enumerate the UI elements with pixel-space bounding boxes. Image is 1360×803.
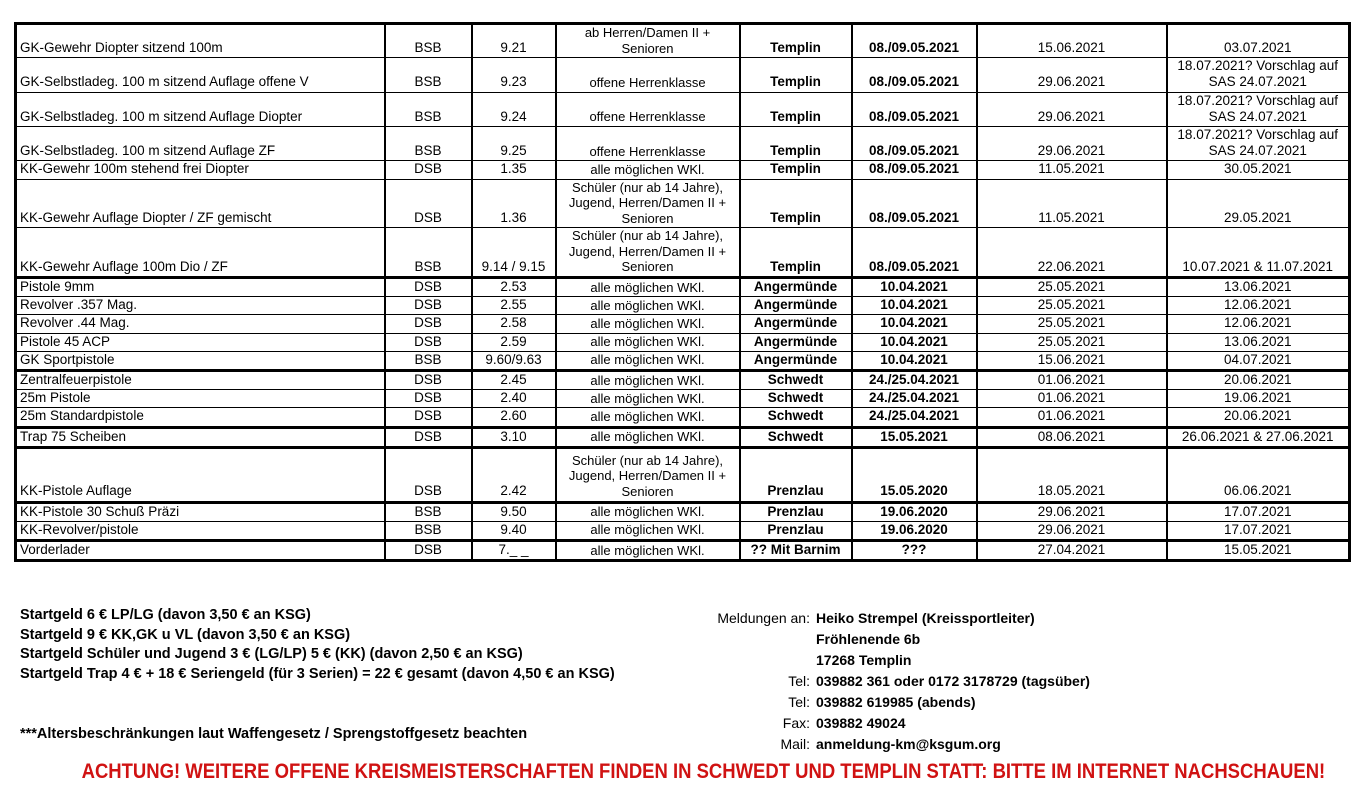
cell-number: 3.10	[472, 427, 556, 447]
cell-location: Schwedt	[740, 390, 852, 408]
cell-association: BSB	[385, 502, 472, 521]
cell-association: DSB	[385, 278, 472, 297]
contact-label	[712, 650, 816, 671]
cell-association: DSB	[385, 179, 472, 228]
table-row	[16, 390, 1350, 408]
contact-value: Heiko Strempel (Kreissportleiter)	[816, 610, 1035, 626]
cell-association: DSB	[385, 408, 472, 427]
contact-label	[712, 629, 816, 650]
table-row	[16, 278, 1350, 297]
cell-discipline: GK-Selbstladeg. 100 m sitzend Auflage offene V	[16, 58, 385, 92]
cell-date_2: 22.06.2021	[977, 228, 1167, 278]
cell-date_3: 17.07.2021	[1167, 521, 1350, 540]
cell-date_2: 25.05.2021	[977, 297, 1167, 315]
cell-association: DSB	[385, 371, 472, 390]
cell-location: Angermünde	[740, 351, 852, 370]
cell-classes: Schüler (nur ab 14 Jahre), Jugend, Herren/Damen II + Senioren	[556, 228, 740, 278]
cell-discipline: Vorderlader	[16, 540, 385, 560]
cell-date_3: 17.07.2021	[1167, 502, 1350, 521]
cell-discipline: KK-Gewehr 100m stehend frei Diopter	[16, 161, 385, 179]
cell-discipline: KK-Gewehr Auflage Diopter / ZF gemischt	[16, 179, 385, 228]
cell-classes: alle möglichen WKl.	[556, 502, 740, 521]
cell-date_3: 04.07.2021	[1167, 351, 1350, 370]
cell-number: 9.40	[472, 521, 556, 540]
fees-block	[20, 606, 615, 684]
cell-location: Templin	[740, 58, 852, 92]
cell-location: Templin	[740, 228, 852, 278]
cell-number: 2.45	[472, 371, 556, 390]
warning-banner: ACHTUNG! WEITERE OFFENE KREISMEISTERSCHAFTEN FINDEN IN SCHWEDT UND TEMPLIN STATT: BITTE IM INTERNET NACHSCHAUEN!	[81, 760, 1326, 783]
contact-value: 039882 49024	[816, 715, 906, 731]
cell-classes: alle möglichen WKl.	[556, 390, 740, 408]
table-row	[16, 179, 1350, 228]
table-row	[16, 447, 1350, 502]
cell-association: BSB	[385, 228, 472, 278]
cell-association: BSB	[385, 521, 472, 540]
cell-date_2: 11.05.2021	[977, 161, 1167, 179]
table-row	[16, 371, 1350, 390]
table-row	[16, 502, 1350, 521]
cell-date_event: 08./09.05.2021	[852, 58, 977, 92]
contact-line	[712, 713, 1090, 734]
cell-association: DSB	[385, 427, 472, 447]
cell-date_3: 10.07.2021 & 11.07.2021	[1167, 228, 1350, 278]
cell-date_3: 15.05.2021	[1167, 540, 1350, 560]
cell-location: Prenzlau	[740, 447, 852, 502]
cell-classes: alle möglichen WKl.	[556, 297, 740, 315]
cell-date_event: 24./25.04.2021	[852, 408, 977, 427]
table-row	[16, 297, 1350, 315]
contact-value: Fröhlenende 6b	[816, 631, 921, 647]
table-row	[16, 427, 1350, 447]
cell-number: 2.42	[472, 447, 556, 502]
cell-association: DSB	[385, 447, 472, 502]
cell-date_2: 11.05.2021	[977, 179, 1167, 228]
cell-association: BSB	[385, 24, 472, 58]
contact-label: Fax:	[782, 715, 810, 731]
cell-location: Prenzlau	[740, 521, 852, 540]
fee-line: Startgeld 9 € KK,GK u VL (davon 3,50 € an KSG)	[20, 626, 351, 643]
contact-label: Tel:	[788, 694, 810, 710]
cell-classes: alle möglichen WKl.	[556, 315, 740, 333]
cell-date_2: 15.06.2021	[977, 351, 1167, 370]
table-row	[16, 161, 1350, 179]
contact-line	[712, 734, 1090, 755]
cell-discipline: GK-Selbstladeg. 100 m sitzend Auflage ZF	[16, 126, 385, 160]
cell-date_2: 25.05.2021	[977, 278, 1167, 297]
cell-date_2: 08.06.2021	[977, 427, 1167, 447]
cell-date_2: 29.06.2021	[977, 521, 1167, 540]
cell-number: 9.24	[472, 92, 556, 126]
cell-number: 1.35	[472, 161, 556, 179]
cell-date_3: 13.06.2021	[1167, 278, 1350, 297]
cell-association: DSB	[385, 297, 472, 315]
cell-number: 2.40	[472, 390, 556, 408]
cell-date_3: 12.06.2021	[1167, 297, 1350, 315]
contact-line	[712, 671, 1090, 692]
cell-date_event: 15.05.2021	[852, 427, 977, 447]
cell-classes: offene Herrenklasse	[556, 126, 740, 160]
cell-location: Templin	[740, 126, 852, 160]
cell-location: Schwedt	[740, 408, 852, 427]
cell-number: 9.14 / 9.15	[472, 228, 556, 278]
cell-location: ?? Mit Barnim	[740, 540, 852, 560]
table-row	[16, 408, 1350, 427]
cell-number: 2.53	[472, 278, 556, 297]
table-row	[16, 315, 1350, 333]
cell-association: BSB	[385, 92, 472, 126]
cell-discipline: Zentralfeuerpistole	[16, 371, 385, 390]
cell-classes: alle möglichen WKl.	[556, 521, 740, 540]
cell-date_2: 29.06.2021	[977, 502, 1167, 521]
cell-location: Schwedt	[740, 371, 852, 390]
cell-date_3: 13.06.2021	[1167, 333, 1350, 351]
cell-classes: offene Herrenklasse	[556, 92, 740, 126]
cell-discipline: 25m Pistole	[16, 390, 385, 408]
cell-date_event: 19.06.2020	[852, 502, 977, 521]
cell-date_3: 26.06.2021 & 27.06.2021	[1167, 427, 1350, 447]
cell-classes: alle möglichen WKl.	[556, 351, 740, 370]
age-restriction-note: ***Altersbeschränkungen laut Waffengesetz / Sprengstoffgesetz beachten	[20, 726, 528, 742]
cell-number: 9.50	[472, 502, 556, 521]
cell-association: DSB	[385, 333, 472, 351]
cell-classes: alle möglichen WKl.	[556, 408, 740, 427]
cell-date_3: 03.07.2021	[1167, 24, 1350, 58]
cell-date_event: 08./09.05.2021	[852, 24, 977, 58]
cell-number: 2.55	[472, 297, 556, 315]
cell-number: 9.60/9.63	[472, 351, 556, 370]
cell-classes: alle möglichen WKl.	[556, 540, 740, 560]
cell-location: Angermünde	[740, 333, 852, 351]
cell-date_event: 24./25.04.2021	[852, 390, 977, 408]
contact-label: Mail:	[780, 736, 810, 752]
cell-date_2: 01.06.2021	[977, 390, 1167, 408]
km-table-body	[16, 24, 1350, 561]
table-row	[16, 351, 1350, 370]
cell-number: 1.36	[472, 179, 556, 228]
cell-discipline: Trap 75 Scheiben	[16, 427, 385, 447]
cell-date_2: 29.06.2021	[977, 126, 1167, 160]
cell-number: 9.23	[472, 58, 556, 92]
cell-date_event: ???	[852, 540, 977, 560]
cell-association: BSB	[385, 58, 472, 92]
cell-location: Angermünde	[740, 315, 852, 333]
contact-value: 039882 619985 (abends)	[816, 694, 976, 710]
cell-date_3: 18.07.2021? Vorschlag auf SAS 24.07.2021	[1167, 58, 1350, 92]
cell-date_event: 08./09.05.2021	[852, 126, 977, 160]
cell-number: 2.59	[472, 333, 556, 351]
cell-classes: alle möglichen WKl.	[556, 427, 740, 447]
cell-location: Templin	[740, 161, 852, 179]
cell-date_2: 29.06.2021	[977, 58, 1167, 92]
cell-classes: Schüler (nur ab 14 Jahre), Jugend, Herren/Damen II + Senioren	[556, 179, 740, 228]
cell-classes: offene Herrenklasse	[556, 58, 740, 92]
cell-date_event: 10.04.2021	[852, 351, 977, 370]
cell-discipline: Pistole 9mm	[16, 278, 385, 297]
cell-discipline: 25m Standardpistole	[16, 408, 385, 427]
cell-association: DSB	[385, 315, 472, 333]
cell-discipline: GK-Selbstladeg. 100 m sitzend Auflage Diopter	[16, 92, 385, 126]
cell-date_event: 08./09.05.2021	[852, 179, 977, 228]
cell-number: 2.58	[472, 315, 556, 333]
cell-location: Templin	[740, 92, 852, 126]
cell-date_event: 08./09.05.2021	[852, 228, 977, 278]
cell-date_2: 18.05.2021	[977, 447, 1167, 502]
cell-association: BSB	[385, 351, 472, 370]
cell-location: Templin	[740, 179, 852, 228]
cell-association: DSB	[385, 390, 472, 408]
contact-block	[712, 608, 1090, 755]
cell-date_event: 10.04.2021	[852, 297, 977, 315]
cell-discipline: KK-Pistole Auflage	[16, 447, 385, 502]
cell-date_event: 19.06.2020	[852, 521, 977, 540]
cell-classes: alle möglichen WKl.	[556, 371, 740, 390]
cell-discipline: Pistole 45 ACP	[16, 333, 385, 351]
cell-date_3: 18.07.2021? Vorschlag auf SAS 24.07.2021	[1167, 92, 1350, 126]
contact-value: 17268 Templin	[816, 652, 912, 668]
cell-discipline: KK-Revolver/pistole	[16, 521, 385, 540]
cell-number: 9.21	[472, 24, 556, 58]
cell-date_event: 10.04.2021	[852, 333, 977, 351]
cell-date_3: 20.06.2021	[1167, 371, 1350, 390]
cell-discipline: GK-Gewehr Diopter sitzend 100m	[16, 24, 385, 58]
table-row	[16, 92, 1350, 126]
cell-date_3: 06.06.2021	[1167, 447, 1350, 502]
fee-line: Startgeld 6 € LP/LG (davon 3,50 € an KSG)	[20, 607, 311, 623]
cell-date_event: 10.04.2021	[852, 278, 977, 297]
cell-date_event: 08./09.05.2021	[852, 161, 977, 179]
contact-line	[712, 650, 1090, 671]
cell-number: 9.25	[472, 126, 556, 160]
cell-date_2: 15.06.2021	[977, 24, 1167, 58]
cell-date_event: 10.04.2021	[852, 315, 977, 333]
contact-value: 039882 361 oder 0172 3178729 (tagsüber)	[816, 673, 1090, 689]
cell-date_2: 01.06.2021	[977, 371, 1167, 390]
contact-value: anmeldung-km@ksgum.org	[816, 736, 1001, 752]
contact-line	[712, 692, 1090, 713]
table-row	[16, 540, 1350, 560]
cell-number: 2.60	[472, 408, 556, 427]
cell-date_3: 18.07.2021? Vorschlag auf SAS 24.07.2021	[1167, 126, 1350, 160]
cell-date_3: 29.05.2021	[1167, 179, 1350, 228]
cell-number: 7._ _	[472, 540, 556, 560]
cell-date_2: 25.05.2021	[977, 333, 1167, 351]
contact-line	[712, 608, 1090, 629]
cell-date_event: 24./25.04.2021	[852, 371, 977, 390]
cell-location: Angermünde	[740, 297, 852, 315]
cell-discipline: GK Sportpistole	[16, 351, 385, 370]
table-row	[16, 333, 1350, 351]
table-row	[16, 24, 1350, 58]
cell-location: Prenzlau	[740, 502, 852, 521]
cell-date_2: 29.06.2021	[977, 92, 1167, 126]
cell-classes: Schüler (nur ab 14 Jahre), Jugend, Herren/Damen II + Senioren	[556, 447, 740, 502]
cell-date_2: 25.05.2021	[977, 315, 1167, 333]
contact-label: Meldungen an:	[717, 610, 810, 626]
table-row	[16, 521, 1350, 540]
cell-classes: alle möglichen WKl.	[556, 333, 740, 351]
cell-classes: alle möglichen WKl.	[556, 278, 740, 297]
cell-date_2: 01.06.2021	[977, 408, 1167, 427]
cell-discipline: Revolver .44 Mag.	[16, 315, 385, 333]
cell-discipline: KK-Pistole 30 Schuß Präzi	[16, 502, 385, 521]
fee-line: Startgeld Schüler und Jugend 3 € (LG/LP) 5 € (KK) (davon 2,50 € an KSG)	[20, 646, 523, 662]
contact-label: Tel:	[788, 673, 810, 689]
table-row	[16, 126, 1350, 160]
cell-date_3: 30.05.2021	[1167, 161, 1350, 179]
cell-association: DSB	[385, 540, 472, 560]
fee-line: Startgeld Trap 4 € + 18 € Seriengeld (für 3 Serien) = 22 € gesamt (davon 4,50 € an KSG)	[20, 665, 615, 682]
cell-location: Templin	[740, 24, 852, 58]
cell-date_3: 20.06.2021	[1167, 408, 1350, 427]
cell-date_event: 15.05.2020	[852, 447, 977, 502]
contact-line	[712, 629, 1090, 650]
cell-date_2: 27.04.2021	[977, 540, 1167, 560]
cell-discipline: Revolver .357 Mag.	[16, 297, 385, 315]
cell-date_event: 08./09.05.2021	[852, 92, 977, 126]
cell-date_3: 12.06.2021	[1167, 315, 1350, 333]
km-schedule-table	[14, 22, 1351, 562]
cell-location: Schwedt	[740, 427, 852, 447]
cell-association: DSB	[385, 161, 472, 179]
cell-location: Angermünde	[740, 278, 852, 297]
table-row	[16, 58, 1350, 92]
cell-discipline: KK-Gewehr Auflage 100m Dio / ZF	[16, 228, 385, 278]
cell-association: BSB	[385, 126, 472, 160]
cell-date_3: 19.06.2021	[1167, 390, 1350, 408]
table-row	[16, 228, 1350, 278]
cell-classes: ab Herren/Damen II + Senioren	[556, 24, 740, 58]
cell-classes: alle möglichen WKl.	[556, 161, 740, 179]
